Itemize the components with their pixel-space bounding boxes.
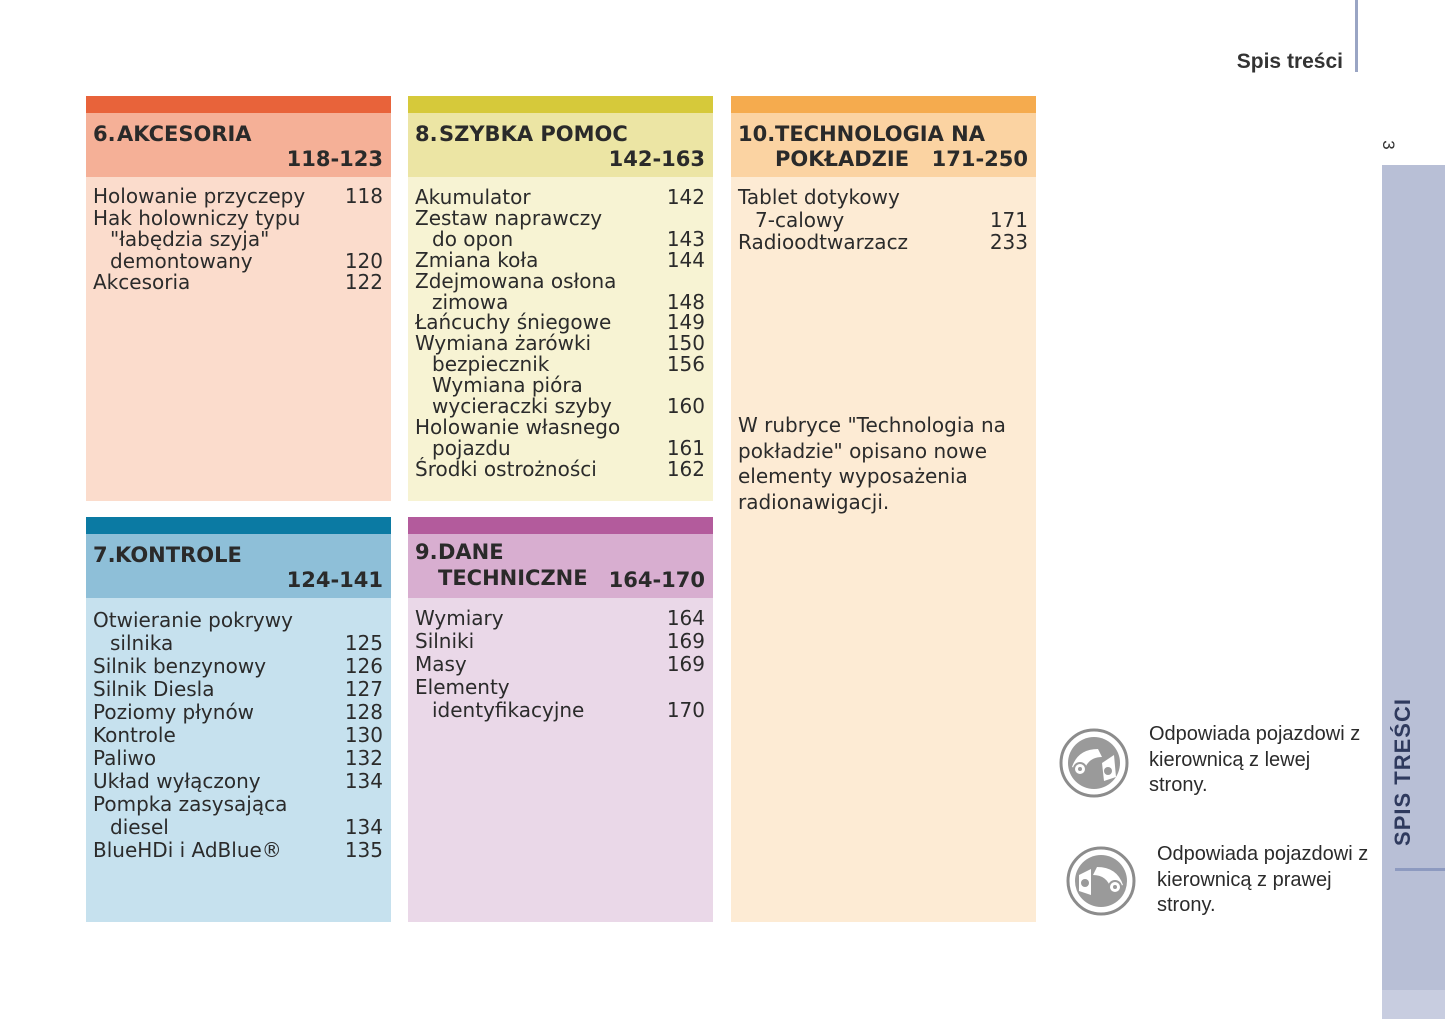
- section-title: AKCESORIA: [117, 122, 252, 146]
- entry-row[interactable]: [731, 231, 1036, 254]
- section-page-range: 171-250: [931, 147, 1028, 171]
- side-tab-label: SPIS TREŚCI: [1390, 698, 1415, 846]
- entry-list: [408, 598, 713, 722]
- entry-row[interactable]: [86, 186, 391, 208]
- entry-page: 118: [344, 184, 383, 208]
- entry-row[interactable]: [408, 226, 713, 251]
- entry-row[interactable]: [408, 247, 713, 272]
- entry-label: Zmiana koła: [415, 247, 539, 272]
- side-tab-lower: [1382, 990, 1445, 1019]
- entry-label: 7-calowy: [755, 207, 845, 232]
- entry-page: 144: [666, 247, 705, 272]
- entry-label: Silnik Diesla: [93, 677, 215, 701]
- section-header: [86, 113, 391, 177]
- entry-label: Masy: [415, 652, 467, 676]
- entry-row[interactable]: [408, 435, 713, 460]
- section-note: W rubryce "Technologia na pokładzie" opisano nowe elementy wyposażenia radionawigacji.: [738, 413, 1006, 514]
- entry-label: Pompka zasysająca: [93, 792, 288, 816]
- section-page-range: 124-141: [286, 568, 383, 592]
- section-body: [86, 177, 391, 501]
- section-body: [86, 598, 391, 922]
- entry-page: 122: [344, 270, 383, 294]
- section-header: [86, 534, 391, 598]
- entry-row[interactable]: [86, 839, 391, 862]
- entry-label: Silniki: [415, 629, 475, 653]
- entry-row[interactable]: [408, 653, 713, 676]
- entry-label: Silnik benzynowy: [93, 654, 267, 678]
- entry-label: Akumulator: [415, 185, 531, 209]
- entry-row[interactable]: [408, 699, 713, 722]
- entry-row[interactable]: [86, 678, 391, 701]
- entry-row[interactable]: [408, 205, 713, 230]
- section-number: 7.: [93, 543, 116, 567]
- section-header: [408, 113, 713, 177]
- right-hand-drive-icon: [1065, 845, 1137, 917]
- entry-page: 134: [344, 769, 383, 793]
- side-tab-line: [1395, 868, 1445, 871]
- entry-row[interactable]: [408, 187, 713, 208]
- entry-page: 233: [989, 230, 1028, 254]
- entry-label: pojazdu: [432, 435, 511, 460]
- entry-row[interactable]: [86, 724, 391, 747]
- entry-label: BlueHDi i AdBlue®: [93, 838, 282, 862]
- entry-label: Holowanie przyczepy: [93, 184, 306, 208]
- entry-label: Środki ostrożności: [415, 456, 597, 481]
- entry-row[interactable]: [86, 770, 391, 793]
- entry-label: silnika: [110, 631, 174, 655]
- entry-row[interactable]: [408, 630, 713, 653]
- entry-row[interactable]: [86, 248, 391, 273]
- section-title-line2: POKŁADZIE: [775, 147, 910, 171]
- entry-row[interactable]: [86, 793, 391, 816]
- entry-page: 162: [666, 456, 705, 481]
- entry-label: Wymiana żarówki: [415, 331, 592, 356]
- entry-row[interactable]: [86, 655, 391, 678]
- entry-list: [86, 177, 391, 294]
- entry-list: [408, 177, 713, 480]
- entry-label: Tablet dotykowy: [738, 185, 900, 209]
- entry-list: [731, 177, 1036, 254]
- section-header: [731, 113, 1036, 177]
- entry-label: Holowanie własnego: [415, 414, 621, 439]
- entry-page: 160: [666, 394, 705, 419]
- entry-page: 169: [666, 629, 705, 653]
- entry-page: 156: [666, 352, 705, 377]
- entry-row[interactable]: [408, 354, 713, 375]
- section-technologia-na-pokladzie[interactable]: [731, 96, 1036, 922]
- section-page-range: 142-163: [608, 147, 705, 171]
- entry-page: 148: [666, 289, 705, 314]
- header-rule: [1355, 0, 1358, 72]
- section-title-line2: TECHNICZNE: [438, 566, 588, 590]
- entry-row[interactable]: [408, 333, 713, 354]
- entry-row[interactable]: [408, 456, 713, 481]
- entry-row[interactable]: [408, 396, 713, 417]
- entry-row[interactable]: [408, 268, 713, 293]
- left-hand-drive-icon: [1058, 727, 1130, 799]
- entry-row[interactable]: [408, 312, 713, 333]
- entry-page: 164: [666, 606, 705, 630]
- entry-label: Akcesoria: [93, 270, 191, 294]
- entry-row[interactable]: [408, 289, 713, 314]
- section-body: [408, 177, 713, 501]
- entry-page: 135: [344, 838, 383, 862]
- entry-row[interactable]: [86, 609, 391, 632]
- section-number: 10.: [738, 122, 776, 146]
- entry-row[interactable]: [408, 414, 713, 439]
- entry-label: zimowa: [432, 289, 509, 314]
- entry-row[interactable]: [86, 205, 391, 230]
- right-hand-drive-legend: Odpowiada pojazdowi z kierownicą z prawej strony.: [1157, 843, 1369, 916]
- section-number: 9.: [415, 540, 438, 564]
- entry-row[interactable]: [731, 186, 1036, 209]
- entry-row[interactable]: [408, 375, 713, 396]
- section-body: [731, 177, 1036, 922]
- entry-label: Zdejmowana osłona: [415, 268, 617, 293]
- entry-page: 149: [666, 310, 705, 335]
- section-dane-techniczne[interactable]: [408, 517, 713, 922]
- entry-page: 130: [344, 723, 383, 747]
- section-header: [408, 534, 713, 598]
- entry-page: 120: [344, 248, 383, 273]
- entry-label: diesel: [110, 815, 169, 839]
- entry-page: 161: [666, 435, 705, 460]
- entry-page: 132: [344, 746, 383, 770]
- entry-row[interactable]: [86, 747, 391, 770]
- left-hand-drive-legend: Odpowiada pojazdowi z kierownicą z lewej strony.: [1149, 723, 1361, 796]
- entry-label: Wymiary: [415, 606, 504, 630]
- entry-row[interactable]: [408, 676, 713, 699]
- section-title: DANE: [438, 540, 504, 564]
- page-title: Spis treści: [1236, 50, 1343, 73]
- entry-label: Paliwo: [93, 746, 157, 770]
- page-number: 3: [1379, 140, 1398, 150]
- entry-row[interactable]: [86, 701, 391, 724]
- entry-row[interactable]: [86, 632, 391, 655]
- entry-row[interactable]: [86, 229, 391, 251]
- entry-page: 127: [344, 677, 383, 701]
- entry-row[interactable]: [731, 209, 1036, 232]
- section-kontrole[interactable]: [86, 517, 391, 922]
- entry-label: Łańcuchy śniegowe: [415, 310, 612, 335]
- entry-page: 170: [666, 698, 705, 722]
- entry-row[interactable]: [86, 272, 391, 294]
- section-color-bar: [408, 517, 713, 534]
- entry-label: Zestaw naprawczy: [415, 205, 603, 230]
- entry-row[interactable]: [408, 607, 713, 630]
- section-color-bar: [731, 96, 1036, 113]
- entry-label: do opon: [432, 226, 514, 251]
- entry-page: 143: [666, 226, 705, 251]
- section-color-bar: [86, 96, 391, 113]
- entry-label: Układ wyłączony: [93, 769, 261, 793]
- section-szybka-pomoc[interactable]: [408, 96, 713, 501]
- section-page-range: 118-123: [286, 147, 383, 171]
- entry-label: Elementy: [415, 675, 510, 699]
- entry-page: 150: [666, 331, 705, 356]
- section-page-range: 164-170: [608, 568, 705, 592]
- section-color-bar: [408, 96, 713, 113]
- entry-page: 171: [989, 207, 1028, 232]
- entry-page: 126: [344, 654, 383, 678]
- entry-page: 134: [344, 815, 383, 839]
- entry-page: 142: [666, 185, 705, 209]
- entry-label: Otwieranie pokrywy: [93, 608, 293, 632]
- section-title: TECHNOLOGIA NA: [775, 122, 986, 146]
- entry-row[interactable]: [86, 816, 391, 839]
- entry-page: 125: [344, 631, 383, 655]
- entry-label: demontowany: [110, 248, 253, 273]
- section-title: KONTROLE: [115, 543, 242, 567]
- entry-label: identyfikacyjne: [432, 698, 585, 722]
- entry-label: "łabędzia szyja": [110, 227, 270, 251]
- entry-page: 169: [666, 652, 705, 676]
- entry-label: Radioodtwarzacz: [738, 230, 909, 254]
- section-color-bar: [86, 517, 391, 534]
- section-body: [408, 598, 713, 922]
- entry-page: 128: [344, 700, 383, 724]
- entry-label: bezpiecznik: [432, 352, 550, 377]
- entry-label: Kontrole: [93, 723, 176, 747]
- section-number: 6.: [93, 122, 116, 146]
- section-akcesoria[interactable]: [86, 96, 391, 501]
- entry-label: Hak holowniczy typu: [93, 205, 301, 230]
- section-number: 8.: [415, 122, 438, 146]
- entry-label: Poziomy płynów: [93, 700, 255, 724]
- entry-list: [86, 598, 391, 862]
- entry-label: Wymiana pióra: [432, 373, 583, 398]
- entry-label: wycieraczki szyby: [432, 394, 612, 419]
- section-title: SZYBKA POMOC: [439, 122, 628, 146]
- side-tab: [1382, 165, 1445, 990]
